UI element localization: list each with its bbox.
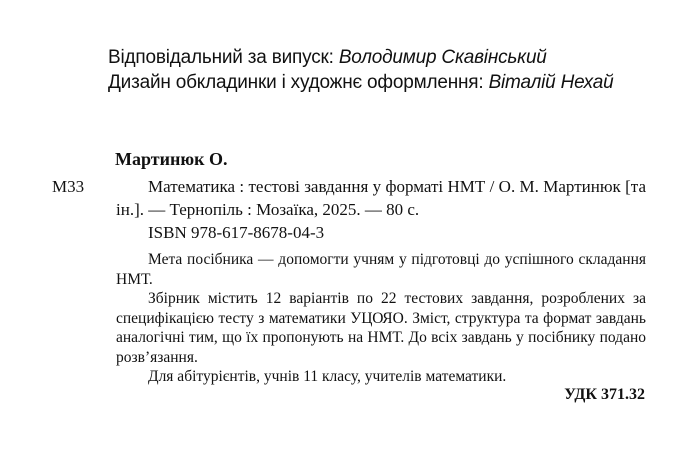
credits-block bbox=[108, 45, 613, 95]
annotation-paragraph: Збірник містить 12 варіантів по 22 тестових завдання, розроблених за специфікацією тесту з математики УЦОЯО. Зміст, структура та формат завдань аналогічні тим, що їх пропонують на НМТ. До всіх завдань у посібнику подано розв’язання. bbox=[116, 290, 646, 366]
editor-credit bbox=[108, 45, 613, 70]
annotation-paragraph: Мета посібника — допомогти учням у підготовці до успішного складання НМТ. bbox=[116, 251, 646, 288]
editor-name: Володимир Скавінський bbox=[338, 47, 547, 68]
annotation bbox=[116, 250, 646, 387]
annotation-paragraph: Для абітурієнтів, учнів 11 класу, учителів математики. bbox=[148, 368, 507, 385]
editor-label: Відповідальний за випуск: bbox=[108, 47, 334, 68]
udk-code: УДК 371.32 bbox=[564, 386, 645, 403]
catalog-code: М33 bbox=[52, 177, 85, 196]
isbn: ISBN 978-617-8678-04-3 bbox=[148, 223, 325, 242]
designer-name: Віталій Нехай bbox=[488, 72, 614, 93]
design-label: Дизайн обкладинки і художнє оформлення: bbox=[108, 72, 484, 93]
bibliographic-description: Математика : тестові завдання у форматі НМТ / О. М. Мартинюк [та ін.]. — Тернопіль : Мозаїка, 2025. — 80 с. bbox=[116, 177, 646, 219]
design-credit bbox=[108, 70, 613, 95]
catalog-author: Мартинюк О. bbox=[115, 149, 228, 169]
